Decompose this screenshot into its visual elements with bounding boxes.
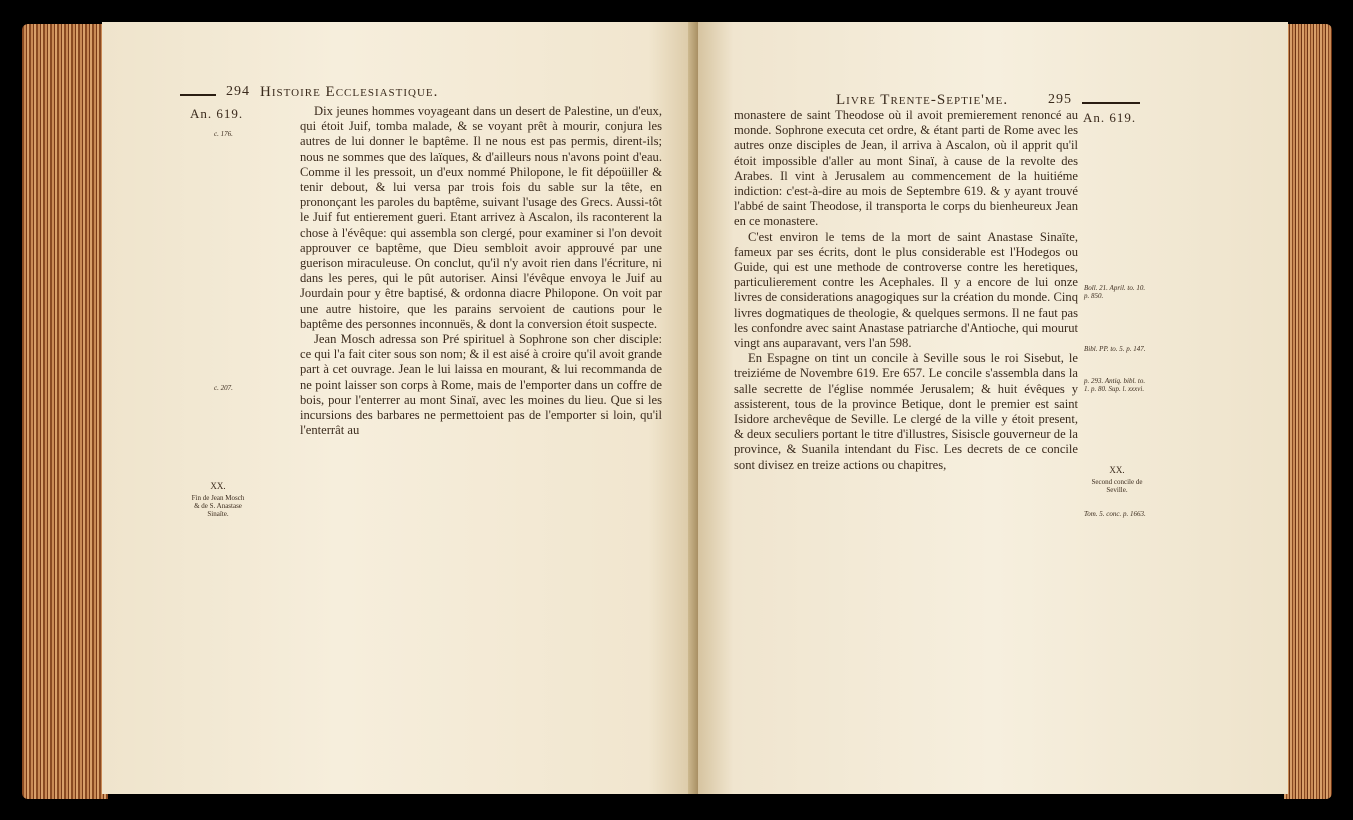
header-rule (180, 94, 216, 96)
header-rule-right (1082, 102, 1140, 104)
left-page (102, 22, 696, 794)
left-section-title: Fin de Jean Mosch & de S. Anastase Sinaïte. (191, 494, 245, 518)
left-note-2: c. 207. (214, 384, 233, 392)
left-note-1: c. 176. (214, 130, 233, 138)
right-running-head: Livre Trente-Septie'me. (836, 92, 1009, 108)
open-book (22, 18, 1332, 808)
left-paragraph-1: Dix jeunes hommes voyageant dans un desert de Palestine, un d'eux, qui étoit Juif, tomba malade, & se voyant prêt à mourir, conjura les autres de lui donner le baptême. Il ne nous est pas permis, dirent-ils; nous ne sommes que des laïques, & d'ailleurs nous n'avons point d'eau. Comme il les pressoit, un d'eux nommé Philopone, le fit dépoüiller & tenir debout, & lui versa par trois fois du sable sur la tête, en prononçant les paroles du baptême, suivant l'usage des Grecs. Aussi-tôt le Juif fut entierement gueri. Etant arrivez à Ascalon, ils raconterent la chose à l'évêque: qui assembla son clergé, pour examiner si l'on devoit approuver ce baptême, que Dieu sembloit avoir approuvé par une guerison miraculeuse. On conclut, qu'il n'y avoit rien dans l'écriture, ni dans les peres, qui le pût autoriser. Ainsi l'évêque envoya le Juif au Jourdain pour y être baptisé, & ordonna diacre Philopone. On voit par une autre histoire, que les parains servoient de cautions pour le baptême des personnes inconnuës, & dont la conversion étoit suspecte. (300, 104, 662, 331)
right-section-number: XX. (1109, 465, 1125, 475)
left-page-number: 294 (226, 84, 250, 99)
right-page-number: 295 (1048, 92, 1072, 107)
right-note-2: Bibl. PP. to. 5. p. 147. (1084, 345, 1146, 353)
right-paragraph-1: monastere de saint Theodose où il avoit premierement renoncé au monde. Sophrone executa cet ordre, & étant parti de Rome avec les autres onze disciples de Jean, il arriva à Ascalon, où il apprit qu'il étoit impossible d'aller au mont Sinaï, à cause de la revolte des Arabes. Il vint à Jerusalem au commencement de la huitiéme indiction: c'est-à-dire au mois de Septembre 619. & y ayant trouvé l'abbé de saint Theodose, il transporta le corps du bienheureux Jean en ce monastere. (734, 108, 1078, 229)
left-year: An. 619. (190, 106, 244, 121)
left-section-number: XX. (210, 481, 226, 491)
left-running-head: Histoire Ecclesiastique. (260, 84, 439, 100)
left-paragraph-2: Jean Mosch adressa son Pré spirituel à Sophrone son cher disciple: ce qui l'a fait citer sous son nom; & il est aisé à croire qu'il avoit grande part à cet ouvrage. Jean le lui laissa en mourant, & lui recommanda de ne point laisser son corps à Rome, mais de l'emporter dans un coffre de bois, pour l'enterrer au mont Sinaï, avec les moines du lieu. Que si les incursions des barbares ne permettoient pas de l'emporter si loin, qu'il l'enterrât au (300, 332, 662, 438)
right-section-title: Second concile de Seville. (1091, 478, 1143, 494)
right-body (734, 108, 1078, 473)
right-paragraph-3: En Espagne on tint un concile à Seville sous le roi Sisebut, le treiziéme de Novembre 619. Ere 657. Le concile s'assembla dans la salle secrette de l'église nommée Jerusalem; & huit évêques y assisterent, tous de la province Betique, dont le premier est saint Isidore archevêque de Seville. Le clergé de la ville y étoit present, & deux seculiers portant le titre d'illustres, Sisiscle gouverneur de la province, & Suanila intendant du Fisc. Les decrets de ce concile sont divisez en treize actions ou chapitres, (734, 351, 1078, 472)
right-note-4: Tom. 5. conc. p. 1663. (1084, 510, 1146, 518)
left-body (300, 104, 662, 438)
page-edges-left (22, 24, 108, 799)
page-edges-right (1284, 24, 1332, 799)
right-year: An. 619. (1083, 110, 1137, 125)
right-paragraph-2: C'est environ le tems de la mort de saint Anastase Sinaïte, fameux par ses écrits, dont le plus considerable est l'Hodegos ou Guide, qui est une methode de controverse contre les heretiques, particulierement contre les Acephales. Il y a encore de lui onze livres de considerations anagogiques sur la création du monde. Cinq livres dogmatiques de theologie, & quelques sermons. Il ne faut pas les confondre avec saint Anastase patriarche d'Antioche, qui mourut vingt ans auparavant, vers l'an 598. (734, 229, 1078, 351)
right-note-1: Boll. 21. April. to. 10. p. 850. (1084, 284, 1146, 300)
right-note-3: p. 293. Antiq. bibl. to. 1. p. 80. Sup. l. xxxvi. (1084, 377, 1146, 393)
right-page (698, 22, 1288, 794)
